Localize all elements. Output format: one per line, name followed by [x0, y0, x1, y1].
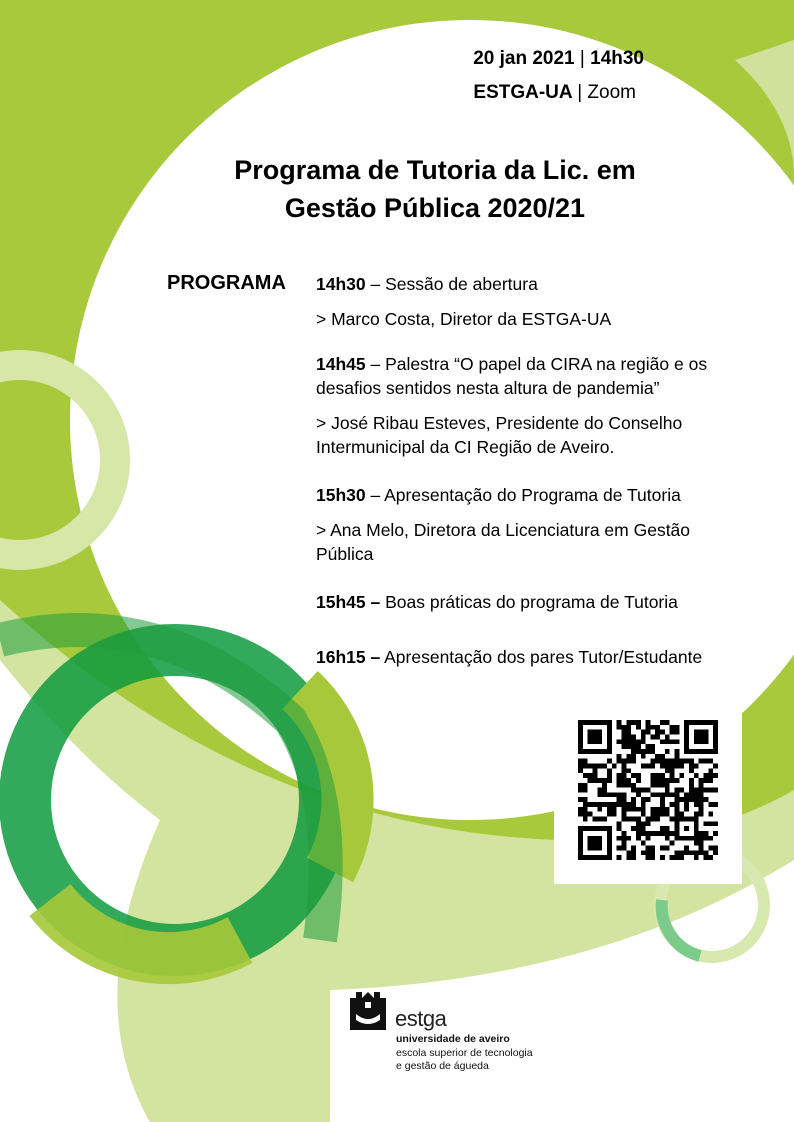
program-item-3-speaker: > Ana Melo, Diretora da Licenciatura em Gestão Pública — [316, 520, 691, 564]
title-line-2: Gestão Pública 2020/21 — [284, 193, 586, 223]
item-text: – Apresentação do Programa de Tutoria — [365, 485, 681, 505]
program-item-1 — [316, 272, 746, 296]
item-text: – Palestra “O papel da CIRA na região e os desafios sentidos nesta altura de pandemia” — [316, 354, 708, 398]
item-time: 14h45 — [316, 354, 366, 374]
logo-line-1: universidade de aveiro — [396, 1033, 510, 1045]
event-date: 20 jan 2021 — [473, 48, 575, 69]
programa-label: PROGRAMA — [167, 272, 286, 294]
item-text: Apresentação dos pares Tutor/Estudante — [380, 647, 703, 667]
item-text: Boas práticas do programa de Tutoria — [380, 592, 678, 612]
qr-code-panel — [554, 696, 742, 884]
item-text: – Sessão de abertura — [365, 274, 538, 294]
item-time: 16h15 – — [316, 647, 381, 667]
item-time: 15h30 — [316, 485, 366, 505]
separator: | — [579, 48, 591, 69]
program-item-2-speaker: > José Ribau Esteves, Presidente do Conselho Intermunicipal da CI Região de Aveiro. — [316, 413, 683, 457]
program-item-5 — [316, 645, 746, 669]
title-line-1: Programa de Tutoria da Lic. em — [234, 155, 636, 185]
event-date-time — [420, 48, 644, 70]
logo-name: estga — [395, 1006, 447, 1031]
venue: ESTGA-UA — [473, 82, 572, 103]
program-item-1-speaker: > Marco Costa, Diretor da ESTGA-UA — [316, 309, 612, 329]
ua-logo-icon — [348, 990, 388, 1032]
qr-code-image — [578, 720, 718, 860]
platform: Zoom — [587, 82, 636, 103]
program-item-4 — [316, 590, 746, 614]
logo-line-3: e gestão de águeda — [396, 1060, 489, 1072]
item-time: 14h30 — [316, 274, 366, 294]
program-item-2 — [316, 352, 746, 400]
separator: | — [577, 82, 588, 103]
page-title — [150, 151, 720, 227]
event-venue — [420, 82, 636, 104]
event-time: 14h30 — [590, 48, 644, 69]
program-item-3 — [316, 483, 746, 507]
item-time: 15h45 – — [316, 592, 381, 612]
logo-line-2: escola superior de tecnologia — [396, 1047, 533, 1059]
